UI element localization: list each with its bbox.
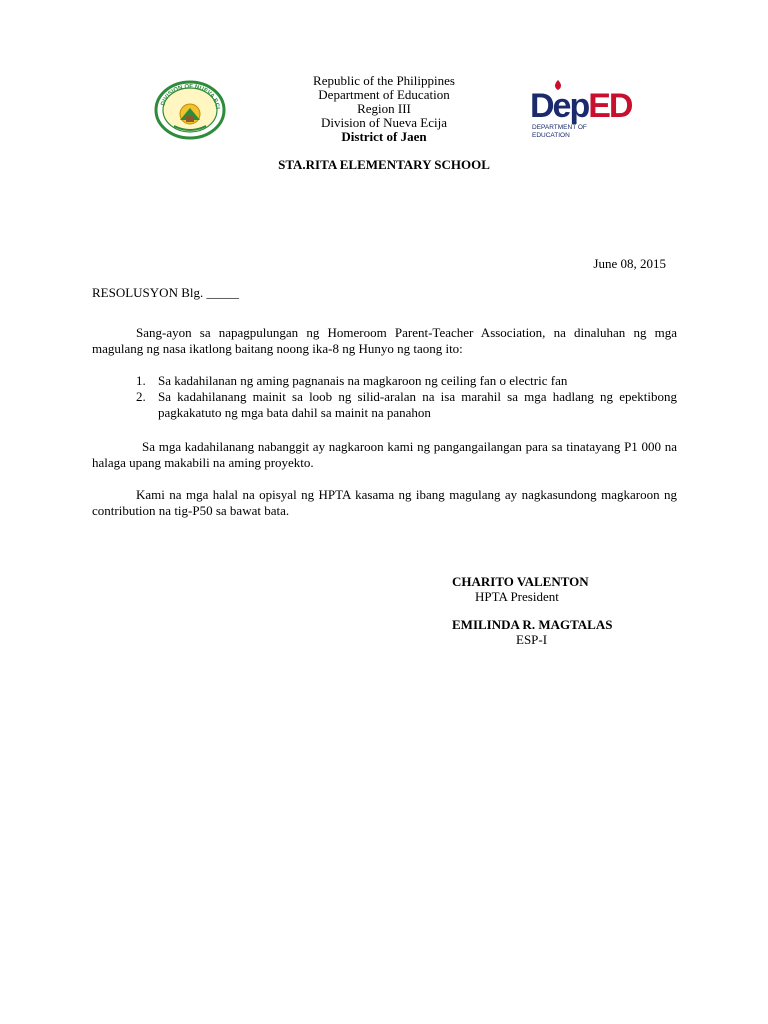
signatory-name: CHARITO VALENTON: [452, 574, 589, 589]
deped-logo-icon: [530, 80, 632, 139]
paragraph-3: Kami na mga halal na opisyal ng HPTA kasama ng ibang magulang ay nagkasundong magkaroon ng contribution na tig-P50 sa bawat bata.: [92, 487, 677, 518]
letterhead: [230, 74, 538, 144]
header-department: Department of Education: [318, 87, 450, 102]
header-division: Division of Nueva Ecija: [321, 115, 447, 130]
deped-logo-word: [530, 87, 631, 125]
list-item: [92, 373, 677, 389]
header-country: Republic of the Philippines: [313, 73, 455, 88]
seal-text: DIVISION OF NUEVA ECI: [160, 83, 220, 110]
deped-logo-word-red: ED: [588, 87, 632, 125]
division-seal-icon: [154, 80, 226, 140]
letter-date: June 08, 2015: [593, 256, 666, 271]
paragraph-2: Sa mga kadahilanang nabanggit ay nagkaroon kami ng pangangailangan para sa tinatayang P1 000 na halaga upang makabili na aming proyekto.: [92, 439, 677, 470]
list-item-number: 2.: [136, 389, 146, 404]
list-item: [92, 389, 677, 421]
header-region: Region III: [357, 101, 411, 116]
list-item-text: Sa kadahilanan ng aming pagnanais na magkaroon ng ceiling fan o electric fan: [158, 373, 568, 388]
list-item-number: 1.: [136, 373, 146, 388]
header-district: District of Jaen: [341, 129, 427, 144]
reasons-list: [92, 373, 677, 421]
deped-logo-subtext: DEPARTMENT OF EDUCATION: [532, 124, 587, 139]
paragraph-1: Sang-ayon sa napagpulungan ng Homeroom Parent-Teacher Association, na dinaluhan ng mga magulang ng nasa ikatlong baitang noong ika-8 ng Hunyo ng taong ito:: [92, 325, 677, 356]
list-item-text: Sa kadahilanang mainit sa loob ng silid-aralan na isa marahil sa mga hadlang ng epektibong pagkakatuto ng mga bata dahil sa mainit na panahon: [158, 389, 677, 420]
resolution-number: RESOLUSYON Blg. _____: [92, 285, 239, 300]
signatory-title: HPTA President: [475, 589, 559, 604]
deped-logo-text: [530, 88, 631, 124]
signatory-title: ESP-I: [516, 632, 548, 647]
signatory-name: EMILINDA R. MAGTALAS: [452, 617, 613, 632]
deped-logo-word-blue: Dep: [530, 87, 589, 125]
school-name: STA.RITA ELEMENTARY SCHOOL: [278, 157, 490, 172]
